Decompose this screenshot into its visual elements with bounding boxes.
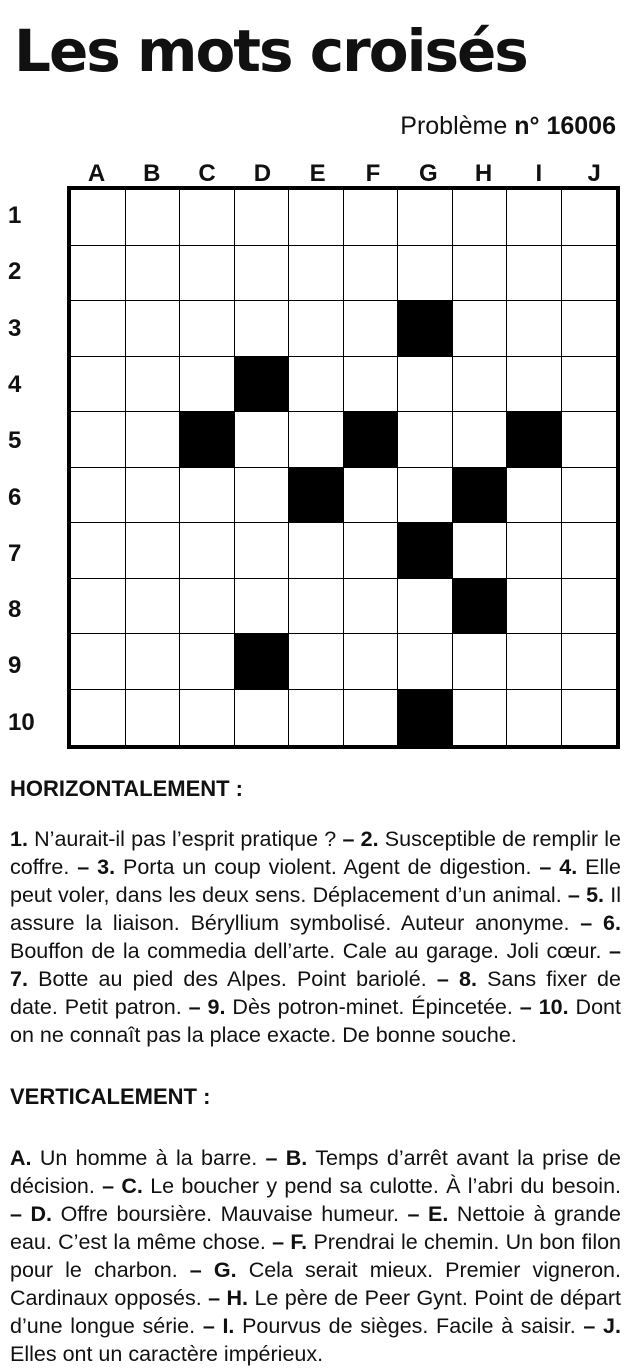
black-cell-i5 xyxy=(507,412,562,468)
grid-cell-b9[interactable] xyxy=(126,634,181,690)
vertical-clue-f: – F. Prendrai le chemin. Un bon filon pour le charbon. xyxy=(10,1230,622,1282)
row-header-8: 8 xyxy=(8,596,22,624)
black-cell-h8 xyxy=(453,579,508,635)
black-cell-g3 xyxy=(398,301,453,357)
black-cell-g7 xyxy=(398,523,453,579)
grid-cell-j3[interactable] xyxy=(562,301,617,357)
grid-cell-i8[interactable] xyxy=(507,579,562,635)
vertical-heading: VERTICALEMENT : xyxy=(10,1084,211,1109)
grid-cell-g8[interactable] xyxy=(398,579,453,635)
grid-cell-f2[interactable] xyxy=(344,246,399,302)
grid-cell-h9[interactable] xyxy=(453,634,508,690)
vertical-clue-i: – I. Pourvus de sièges. Facile à saisir. xyxy=(202,1314,576,1338)
grid-cell-i2[interactable] xyxy=(507,246,562,302)
grid-cell-e8[interactable] xyxy=(289,579,344,635)
grid-cell-e4[interactable] xyxy=(289,357,344,413)
column-header-b: B xyxy=(143,160,161,187)
grid-cell-c9[interactable] xyxy=(180,634,235,690)
grid-cell-a9[interactable] xyxy=(71,634,126,690)
vertical-clue-h: – H. Le père de Peer Gynt. Point de départ d’une longue série. xyxy=(10,1286,622,1338)
row-header-4: 4 xyxy=(8,370,22,398)
grid-cell-j8[interactable] xyxy=(562,579,617,635)
grid-cell-f9[interactable] xyxy=(344,634,399,690)
column-header-f: F xyxy=(365,160,381,187)
grid-cell-e1[interactable] xyxy=(289,190,344,246)
grid-cell-d3[interactable] xyxy=(235,301,290,357)
grid-cell-b3[interactable] xyxy=(126,301,181,357)
black-cell-d9 xyxy=(235,634,290,690)
column-header-e: E xyxy=(309,160,326,187)
grid-cell-b5[interactable] xyxy=(126,412,181,468)
row-header-9: 9 xyxy=(8,652,22,680)
column-header-h: H xyxy=(474,160,493,187)
grid-cell-f8[interactable] xyxy=(344,579,399,635)
grid-cell-b7[interactable] xyxy=(126,523,181,579)
grid-cell-i7[interactable] xyxy=(507,523,562,579)
grid-cell-b4[interactable] xyxy=(126,357,181,413)
vertical-clue-d: – D. Offre boursière. Mauvaise humeur. xyxy=(10,1202,399,1226)
grid-cell-e9[interactable] xyxy=(289,634,344,690)
grid-cell-a3[interactable] xyxy=(71,301,126,357)
horizontal-heading: HORIZONTALEMENT : xyxy=(10,776,244,801)
grid-cell-d2[interactable] xyxy=(235,246,290,302)
row-header-2: 2 xyxy=(8,258,22,286)
horizontal-clue-6: – 6. Bouffon de la commedia dell’arte. Cale au garage. Joli cœur. xyxy=(10,911,621,963)
vertical-clue-e: – E. Nettoie à grande eau. C’est la même chose. xyxy=(10,1202,621,1254)
column-header-a: A xyxy=(87,160,106,187)
grid-cell-c8[interactable] xyxy=(180,579,235,635)
grid-cell-j2[interactable] xyxy=(562,246,617,302)
problem-number-prefix: n° xyxy=(514,112,540,140)
grid-cell-b1[interactable] xyxy=(126,190,181,246)
grid-cell-h10[interactable] xyxy=(453,690,508,746)
vertical-clue-g: – G. Cela serait mieux. Premier vigneron. Cardinaux opposés. xyxy=(10,1258,621,1310)
grid-cell-e2[interactable] xyxy=(289,246,344,302)
grid-cell-f1[interactable] xyxy=(344,190,399,246)
grid-cell-d5[interactable] xyxy=(235,412,290,468)
grid-cell-h2[interactable] xyxy=(453,246,508,302)
vertical-clue-c: – C. Le boucher y pend sa culotte. À l’abri du besoin. xyxy=(102,1174,621,1198)
row-header-1: 1 xyxy=(8,202,22,229)
horizontal-clue-3: – 3. Porta un coup violent. Agent de digestion. xyxy=(77,855,532,879)
page-title: Les mots croisés xyxy=(14,17,527,85)
grid-cell-c6[interactable] xyxy=(180,468,235,524)
grid-cell-g6[interactable] xyxy=(398,468,453,524)
grid-cell-c10[interactable] xyxy=(180,690,235,746)
grid-cell-c2[interactable] xyxy=(180,246,235,302)
grid-cell-h3[interactable] xyxy=(453,301,508,357)
grid-cell-f4[interactable] xyxy=(344,357,399,413)
grid-cell-d6[interactable] xyxy=(235,468,290,524)
grid-cell-a5[interactable] xyxy=(71,412,126,468)
grid-cell-d8[interactable] xyxy=(235,579,290,635)
row-header-6: 6 xyxy=(8,483,22,511)
grid-cell-i10[interactable] xyxy=(507,690,562,746)
horizontal-clue-1: 1. N’aurait-il pas l’esprit pratique ? xyxy=(10,827,337,851)
grid-cell-g9[interactable] xyxy=(398,634,453,690)
vertical-clue-j: – J. Elles ont un caractère impérieux. xyxy=(10,1314,621,1366)
grid-cell-j1[interactable] xyxy=(562,190,617,246)
grid-cell-c7[interactable] xyxy=(180,523,235,579)
grid-cell-j5[interactable] xyxy=(562,412,617,468)
grid-cell-i9[interactable] xyxy=(507,634,562,690)
problem-number-value: 16006 xyxy=(546,112,616,140)
crossword-grid xyxy=(67,186,620,749)
column-header-d: D xyxy=(253,160,272,187)
horizontal-clue-10: – 10. Dont on ne connaît pas la place exacte. De bonne souche. xyxy=(10,995,621,1047)
grid-cell-g1[interactable] xyxy=(398,190,453,246)
grid-cell-a6[interactable] xyxy=(71,468,126,524)
grid-cell-c3[interactable] xyxy=(180,301,235,357)
grid-cell-h5[interactable] xyxy=(453,412,508,468)
black-cell-g10 xyxy=(398,690,453,746)
grid-cell-b2[interactable] xyxy=(126,246,181,302)
grid-cell-g4[interactable] xyxy=(398,357,453,413)
grid-cell-e10[interactable] xyxy=(289,690,344,746)
grid-cell-a4[interactable] xyxy=(71,357,126,413)
vertical-clue-b: – B. Temps d’arrêt avant la prise de décision. xyxy=(10,1146,621,1198)
row-header-3: 3 xyxy=(8,314,22,342)
grid-cell-i3[interactable] xyxy=(507,301,562,357)
grid-cell-c1[interactable] xyxy=(180,190,235,246)
horizontal-clue-9: – 9. Dès potron-minet. Épincetée. xyxy=(188,995,513,1019)
grid-cell-e3[interactable] xyxy=(289,301,344,357)
horizontal-clue-8: – 8. Sans fixer de date. Petit patron. xyxy=(10,967,621,1019)
grid-cell-j9[interactable] xyxy=(562,634,617,690)
grid-cell-f3[interactable] xyxy=(344,301,399,357)
black-cell-c5 xyxy=(180,412,235,468)
problem-number xyxy=(400,112,616,141)
row-header-10: 10 xyxy=(8,708,35,736)
grid-cell-a7[interactable] xyxy=(71,523,126,579)
vertical-clue-a: A. Un homme à la barre. xyxy=(10,1146,258,1170)
grid-cell-h1[interactable] xyxy=(453,190,508,246)
grid-cell-j6[interactable] xyxy=(562,468,617,524)
problem-label: Problème xyxy=(400,112,508,140)
horizontal-clue-5: – 5. Il assure la liaison. Béryllium symbolisé. Auteur anonyme. xyxy=(10,883,621,935)
grid-cell-d7[interactable] xyxy=(235,523,290,579)
black-cell-f5 xyxy=(344,412,399,468)
grid-cell-b10[interactable] xyxy=(126,690,181,746)
horizontal-clue-7: – 7. Botte au pied des Alpes. Point bariolé. xyxy=(10,939,621,991)
column-header-i: I xyxy=(535,160,543,187)
horizontal-clue-4: – 4. Elle peut voler, dans les deux sens. Déplacement d’un animal. xyxy=(10,855,621,907)
grid-cell-f7[interactable] xyxy=(344,523,399,579)
row-header-5: 5 xyxy=(8,427,22,455)
row-header-7: 7 xyxy=(8,539,22,567)
black-cell-d4 xyxy=(235,357,290,413)
black-cell-h6 xyxy=(453,468,508,524)
horizontal-clues xyxy=(10,825,621,1049)
grid-cell-d10[interactable] xyxy=(235,690,290,746)
black-cell-e6 xyxy=(289,468,344,524)
grid-cell-a10[interactable] xyxy=(71,690,126,746)
grid-cell-h4[interactable] xyxy=(453,357,508,413)
column-header-c: C xyxy=(198,160,216,187)
grid-cell-d1[interactable] xyxy=(235,190,290,246)
horizontal-clue-2: – 2. Susceptible de remplir le coffre. xyxy=(10,827,621,879)
grid-cell-j4[interactable] xyxy=(562,357,617,413)
grid-cell-i4[interactable] xyxy=(507,357,562,413)
grid-cell-f6[interactable] xyxy=(344,468,399,524)
grid-cell-a8[interactable] xyxy=(71,579,126,635)
grid-cell-h7[interactable] xyxy=(453,523,508,579)
grid-cell-g2[interactable] xyxy=(398,246,453,302)
grid-cell-e7[interactable] xyxy=(289,523,344,579)
grid-cell-b8[interactable] xyxy=(126,579,181,635)
grid-cell-a1[interactable] xyxy=(71,190,126,246)
grid-cell-j7[interactable] xyxy=(562,523,617,579)
grid-cell-e5[interactable] xyxy=(289,412,344,468)
grid-cell-i1[interactable] xyxy=(507,190,562,246)
grid-cell-i6[interactable] xyxy=(507,468,562,524)
grid-cell-c4[interactable] xyxy=(180,357,235,413)
column-header-g: G xyxy=(418,160,438,187)
grid-cell-b6[interactable] xyxy=(126,468,181,524)
vertical-clues xyxy=(10,1144,621,1368)
grid-cell-j10[interactable] xyxy=(562,690,617,746)
column-header-j: J xyxy=(587,160,601,187)
grid-cell-f10[interactable] xyxy=(344,690,399,746)
grid-cell-g5[interactable] xyxy=(398,412,453,468)
grid-cell-a2[interactable] xyxy=(71,246,126,302)
